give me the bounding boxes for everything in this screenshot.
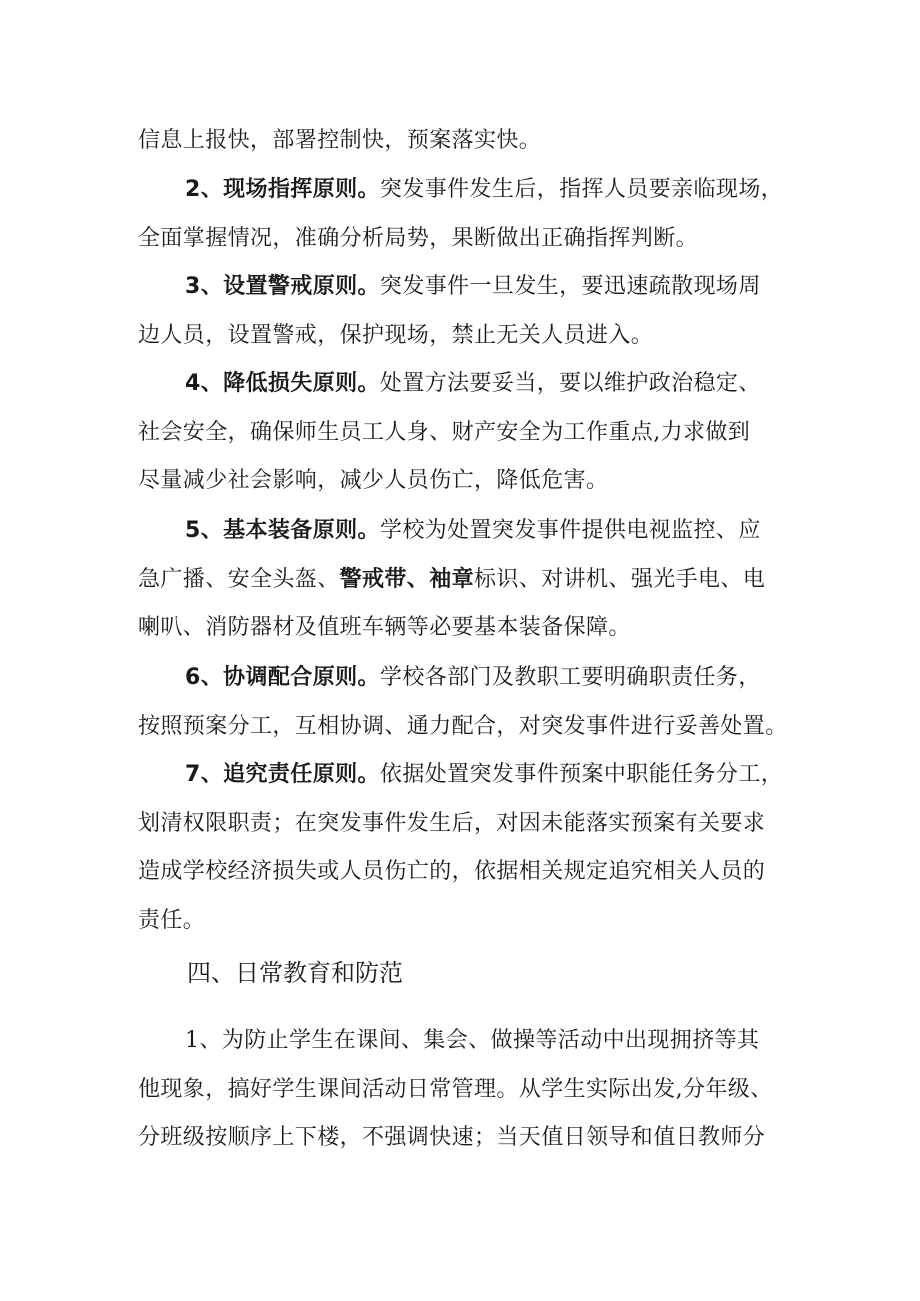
paragraph-daily-education-1	[138, 1017, 788, 1163]
text-line	[138, 654, 788, 703]
principle-heading: 5、基本装备原则。	[185, 518, 380, 543]
principle-heading: 3、设置警戒原则。	[185, 274, 380, 299]
paragraph-principle-6	[138, 654, 788, 751]
text-line: 尽量减少社会影响，减少人员伤亡，降低危害。	[138, 468, 609, 494]
text-line: 划清权限职责；在突发事件发生后，对因未能落实预案有关要求	[138, 810, 766, 836]
text-line: 责任。	[138, 907, 206, 933]
text-line: 造成学校经济损失或人员伤亡的，依据相关规定追究相关人员的	[138, 859, 766, 885]
text-span: 处置方法要妥当，要以维护政治稳定、	[379, 371, 761, 396]
section-heading: 四、日常教育和防范	[187, 959, 403, 987]
text-line: 社会安全，确保师生员工人身、财产安全为工作重点,力求做到	[138, 419, 751, 445]
text-line	[138, 263, 788, 312]
principle-heading: 4、降低损失原则。	[185, 371, 380, 396]
principle-heading: 7、追究责任原则。	[185, 762, 380, 787]
text-span: 突发事件发生后，指挥人员要亲临现场，	[379, 177, 784, 202]
text-line: 全面掌握情况，准确分析局势，果断做出正确指挥判断。	[138, 225, 699, 251]
text-line: 边人员，设置警戒，保护现场，禁止无关人员进入。	[138, 322, 654, 348]
paragraph-continuation	[138, 117, 788, 166]
text-span: 标识、对讲机、强光手电、电	[474, 566, 766, 592]
paragraph-principle-4	[138, 360, 788, 506]
text-line: 他现象，搞好学生课间活动日常管理。从学生实际出发,分年级、	[138, 1076, 773, 1102]
principle-heading: 2、现场指挥原则。	[185, 177, 380, 202]
text-line	[138, 556, 788, 605]
text-line	[138, 751, 788, 800]
text-span: 学校各部门及教职工要明确职责任务，	[379, 665, 761, 690]
paragraph-principle-2	[138, 166, 788, 263]
text-line: 按照预案分工，互相协调、通力配合，对突发事件进行妥善处置。	[138, 713, 788, 739]
paragraph-principle-7	[138, 751, 788, 945]
text-span: 突发事件一旦发生，要迅速疏散现场周	[379, 274, 761, 299]
text-span: 急广播、安全头盔、	[138, 566, 340, 592]
paragraph-principle-3	[138, 263, 788, 360]
text-span: 学校为处置突发事件提供电视监控、应	[379, 518, 761, 543]
text-line: 信息上报快，部署控制快，预案落实快。	[138, 128, 542, 153]
bold-term: 警戒带、袖章	[339, 566, 475, 592]
text-line	[138, 507, 788, 556]
text-line	[138, 166, 788, 215]
text-line	[138, 360, 788, 409]
paragraph-principle-5	[138, 507, 788, 653]
text-span: 依据处置突发事件预案中职能任务分工，	[379, 762, 784, 787]
text-line: 喇叭、消防器材及值班车辆等必要基本装备保障。	[138, 615, 631, 641]
text-line: 分班级按顺序上下楼，不强调快速；当天值日领导和值日教师分	[138, 1125, 766, 1151]
text-line: 1、为防止学生在课间、集会、做操等活动中出现拥挤等其	[185, 1028, 760, 1053]
principle-heading: 6、协调配合原则。	[185, 665, 380, 690]
